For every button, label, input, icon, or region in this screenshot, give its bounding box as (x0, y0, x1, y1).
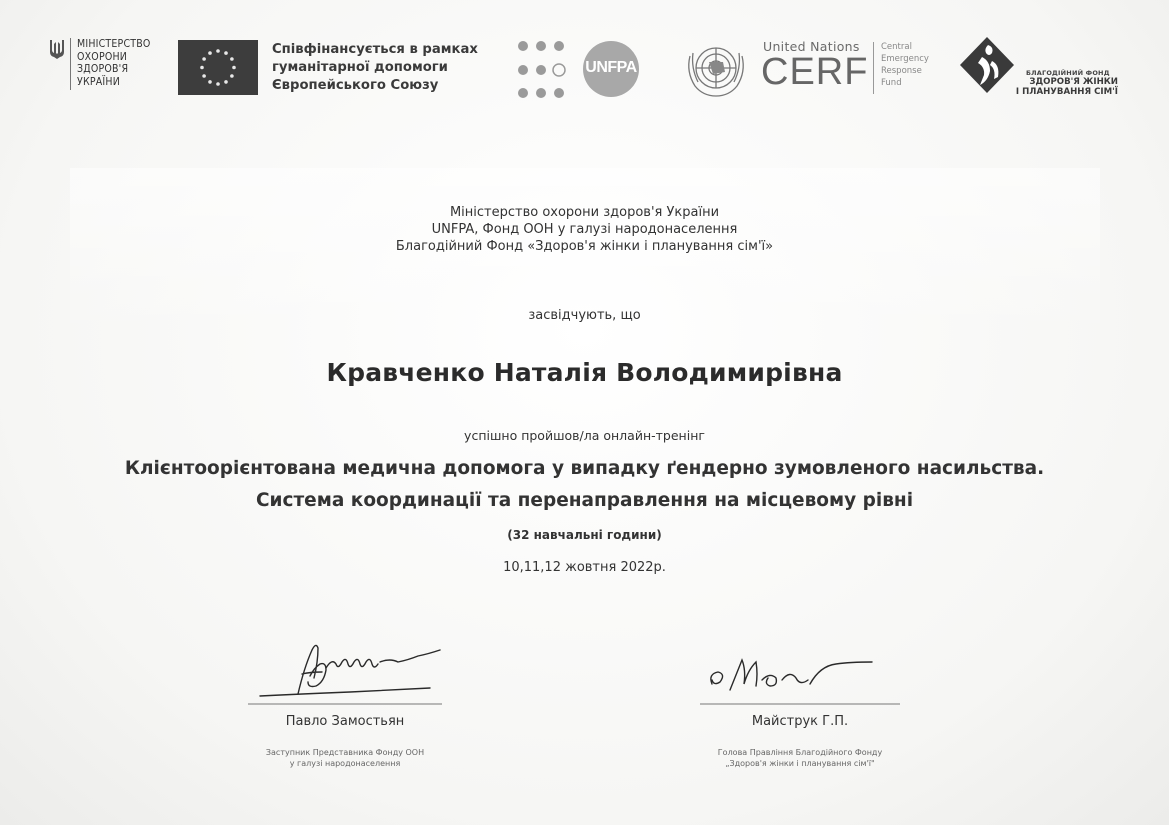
ministry-logo-line: ЗДОРОВ'Я (77, 63, 129, 75)
signatory-role-right (700, 747, 900, 769)
signature-left-icon (240, 628, 450, 706)
cerf-full-name-line: Response (881, 66, 922, 76)
trident-icon (48, 38, 66, 60)
eu-cofunding-line: Європейського Союзу (272, 78, 439, 93)
ministry-logo (48, 38, 151, 90)
course-title-line: Система координації та перенаправлення на місцевому рівні (255, 490, 914, 511)
fund-big-line: І ПЛАНУВАННЯ СІМ'Ї (1015, 86, 1118, 97)
header-logos (0, 30, 1169, 110)
signatory-role-left (225, 747, 465, 769)
signature-block-left (225, 628, 465, 769)
fund-big-line: ЗДОРОВ'Я ЖІНКИ (1029, 77, 1118, 87)
issuing-organizations (0, 204, 1169, 255)
eu-cofunding-line: Співфінансується в рамках (272, 42, 478, 57)
ministry-logo-divider (70, 38, 71, 90)
eu-stars-icon (178, 40, 258, 95)
course-title (0, 453, 1169, 517)
eu-cofunding-line: гуманітарної допомоги (272, 60, 448, 75)
ministry-logo-line: МІНІСТЕРСТВО (77, 38, 151, 50)
unfpa-logo (515, 38, 645, 98)
completed-text: успішно пройшов/ла онлайн-тренінг (464, 428, 705, 443)
signatory-role-line: „Здоров'я жінки і планування сім'ї" (725, 759, 875, 768)
signatory-role-line: Голова Правління Благодійного Фонду (717, 748, 883, 757)
cerf-full-name-line: Fund (881, 78, 902, 88)
signature-block-right (700, 640, 900, 769)
training-dates: 10,11,12 жовтня 2022р. (503, 560, 666, 575)
fund-small-text: БЛАГОДІЙНИЙ ФОНД (1026, 69, 1110, 77)
ministry-logo-line: ОХОРОНИ (77, 50, 128, 63)
signature-right-icon (700, 640, 900, 706)
signatory-role-line: у галузі народонаселення (289, 759, 401, 768)
womens-health-fund-logo (958, 35, 1128, 105)
issuer-line: Благодійний Фонд «Здоров'я жінки і планування сім'ї» (395, 239, 774, 254)
signatory-role-line: Заступник Представника Фонду ООН (265, 748, 425, 757)
cerf-divider (873, 42, 874, 94)
signatory-name-left: Павло Замостьян (285, 714, 405, 729)
cerf-full-name (881, 41, 929, 89)
un-emblem-icon (683, 38, 749, 100)
certify-text: засвідчують, що (528, 308, 641, 323)
ministry-logo-text (77, 38, 151, 90)
ministry-logo-line: УКРАЇНИ (77, 75, 120, 88)
recipient-name: Кравченко Наталія Володимирівна (326, 358, 843, 387)
course-title-line: Клієнтоорієнтована медична допомога у випадку ґендерно зумовленого насильства. (124, 458, 1045, 479)
cerf-logo-text: CERF (761, 51, 869, 93)
cerf-full-name-line: Emergency (881, 54, 929, 64)
training-hours: (32 навчальні години) (507, 528, 662, 542)
issuer-line: UNFPA, Фонд ООН у галузі народонаселення (431, 222, 738, 237)
signatory-name-right: Майструк Г.П. (751, 714, 849, 729)
cerf-un-text: United Nations (763, 39, 860, 54)
cerf-logo (683, 38, 933, 102)
cerf-full-name-line: Central (881, 42, 912, 52)
unfpa-logo-text: UNFPA (585, 59, 637, 76)
fund-big-text (1014, 78, 1118, 97)
eu-flag-icon (178, 40, 258, 95)
fund-diamond-icon (958, 35, 1016, 95)
issuer-line: Міністерство охорони здоров'я України (449, 205, 720, 220)
eu-cofunding-text (272, 41, 478, 95)
